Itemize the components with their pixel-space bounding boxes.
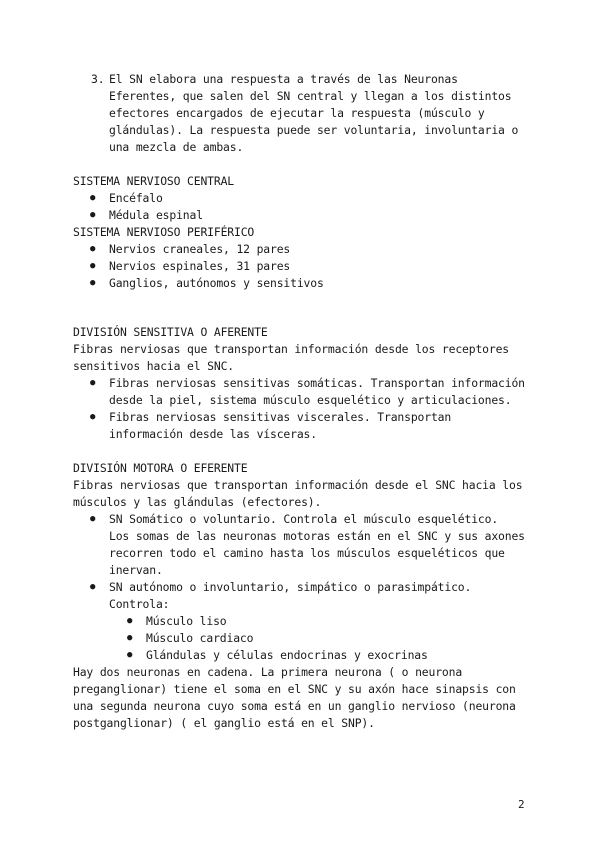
bullet-icon: ● [90,210,96,220]
item-3-line: glándulas). La respuesta puede ser voluntaria, involuntaria o [109,123,519,137]
item-3-line: Eferentes, que salen del SN central y llegan a los distintos [109,89,512,103]
motora-subitem: Músculo cardiaco [146,631,254,645]
sensitiva-bullet-line: desde la piel, sistema músculo esquelético y articulaciones. [109,393,512,407]
item-3-line: El SN elabora una respuesta a través de las Neuronas [109,72,458,86]
sensitiva-bullet-line: información desde las vísceras. [109,427,317,441]
motora-bullet-line: Controla: [109,597,170,611]
snc-heading: SISTEMA NERVIOSO CENTRAL [73,174,234,188]
motora-bullet-line: inervan. [109,563,163,577]
bullet-icon: ● [90,244,96,254]
bullet-icon: ● [127,633,133,643]
item-3-line: una mezcla de ambas. [109,140,244,154]
motora-intro-line: músculos y las glándulas (efectores). [73,495,322,509]
motora-bullet-line: SN Somático o voluntario. Controla el músculo esquelético. [109,512,499,526]
item-3-number: 3. [91,72,105,86]
bullet-icon: ● [90,412,96,422]
bullet-icon: ● [127,650,133,660]
bullet-icon: ● [90,193,96,203]
snc-item: Médula espinal [109,208,203,222]
snp-heading: SISTEMA NERVIOSO PERIFÉRICO [73,225,255,239]
motora-intro-line: Fibras nerviosas que transportan información desde el SNC hacia los [73,478,523,492]
bullet-icon: ● [90,514,96,524]
bullet-icon: ● [90,278,96,288]
sensitiva-intro-line: sensitivos hacia el SNC. [73,359,234,373]
bullet-icon: ● [90,378,96,388]
item-3-line: efectores encargados de ejecutar la respuesta (músculo y [109,106,485,120]
motora-closing-line: una segunda neurona cuyo soma está en un ganglio nervioso (neurona [73,699,516,713]
snp-item: Nervios craneales, 12 pares [109,242,291,256]
snp-item: Nervios espinales, 31 pares [109,259,291,273]
motora-closing-line: preganglionar) tiene el soma en el SNC y su axón hace sinapsis con [73,682,516,696]
motora-closing-line: Hay dos neuronas en cadena. La primera neurona ( o neurona [73,665,463,679]
motora-subitem: Glándulas y células endocrinas y exocrinas [146,648,428,662]
motora-subitem: Músculo liso [146,614,227,628]
bullet-icon: ● [90,582,96,592]
motora-bullet-line: SN autónomo o involuntario, simpático o parasimpático. [109,580,472,594]
snp-item: Ganglios, autónomos y sensitivos [109,276,324,290]
sensitiva-intro-line: Fibras nerviosas que transportan información desde los receptores [73,342,510,356]
sensitiva-bullet-line: Fibras nerviosas sensitivas viscerales. Transportan [109,410,452,424]
sensitiva-heading: DIVISIÓN SENSITIVA O AFERENTE [73,325,268,339]
motora-bullet-line: Los somas de las neuronas motoras están en el SNC y sus axones [109,529,525,543]
motora-heading: DIVISIÓN MOTORA O EFERENTE [73,461,248,475]
snc-item: Encéfalo [109,191,163,205]
page-number: 2 [518,798,525,811]
motora-bullet-line: recorren todo el camino hasta los músculos esqueléticos que [109,546,505,560]
bullet-icon: ● [90,261,96,271]
motora-closing-line: postganglionar) ( el ganglio está en el SNP). [73,716,375,730]
bullet-icon: ● [127,616,133,626]
sensitiva-bullet-line: Fibras nerviosas sensitivas somáticas. Transportan información [109,376,525,390]
